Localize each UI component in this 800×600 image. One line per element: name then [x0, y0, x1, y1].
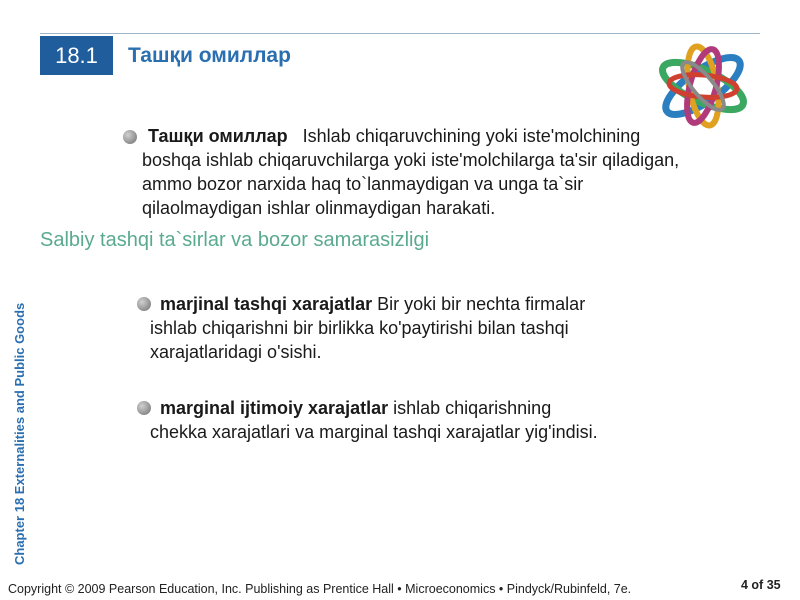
definition-text-line: chekka xarajatlari va marginal tashqi xarajatlar yig'indisi. — [150, 422, 598, 442]
bullet-text-line: boshqa ishlab chiqaruvchilarga yoki iste'molchilarga ta'sir qiladigan, — [142, 150, 680, 170]
definition-term: marginal ijtimoiy xarajatlar — [160, 398, 389, 418]
bullet-externalities — [148, 124, 640, 148]
bullet-dot-icon — [123, 130, 137, 144]
definition-marginal-social-cost — [160, 396, 551, 420]
slide-title: Ташқи омиллар — [128, 44, 291, 67]
bullet-term: Ташқи омиллар — [148, 126, 288, 146]
copyright-footer: Copyright © 2009 Pearson Education, Inc. Publishing as Prentice Hall • Microeconomics • Pindyck/Rubinfeld, 7e. — [8, 582, 632, 596]
definition-term: marjinal tashqi xarajatlar — [160, 294, 373, 314]
section-subheading: Salbiy tashqi ta`sirlar va bozor samarasizligi — [40, 229, 430, 251]
definition-text-line: ishlab chiqarishning — [393, 398, 552, 418]
definition-text-line: ishlab chiqarishni bir birlikka ko'paytirishi bilan tashqi — [150, 318, 569, 338]
definition-text-line: Bir yoki bir nechta firmalar — [377, 294, 586, 314]
bullet-dot-icon — [137, 297, 151, 311]
bullet-dot-icon — [137, 401, 151, 415]
definition-text-line: xarajatlaridagi o'sishi. — [150, 342, 322, 362]
page-number: 4 of 35 — [741, 578, 781, 592]
definition-marginal-external-cost — [160, 292, 585, 316]
header-rule — [40, 33, 760, 34]
section-number-badge: 18.1 — [40, 36, 113, 75]
interlocking-rings-icon — [648, 36, 758, 136]
bullet-text-line: Ishlab chiqaruvchining yoki iste'molchining — [302, 126, 641, 146]
bullet-text-line: ammo bozor narxida haq to`lanmaydigan va unga ta`sir — [142, 174, 584, 194]
chapter-side-label: Chapter 18 Externalities and Public Goods — [12, 302, 27, 565]
bullet-text-line: qilaolmaydigan ishlar olinmaydigan harakati. — [142, 198, 496, 218]
